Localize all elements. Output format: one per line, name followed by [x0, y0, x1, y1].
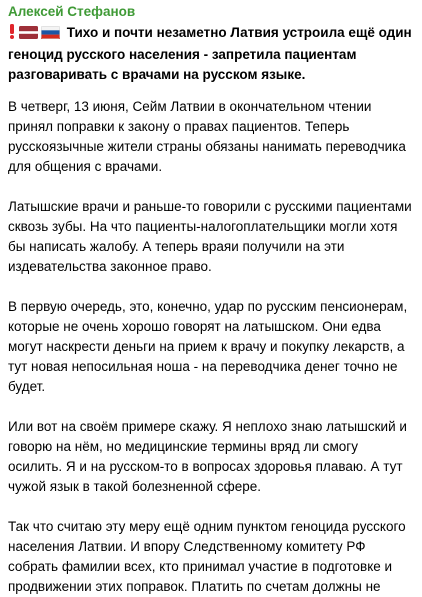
headline-text: Тихо и почти незаметно Латвия устроила ещё один геноцид русского населения - запретила пациентам разговаривать с врачами на русском языке.: [8, 25, 412, 82]
exclamation-icon: [8, 24, 16, 45]
paragraph-1: В четверг, 13 июня, Сейм Латвии в окончательном чтении принял поправки к закону о правах пациентов. Теперь русскоязычные жители страны обязаны нанимать переводчика для общения с врачами.: [8, 99, 406, 174]
paragraph-3: В первую очередь, это, конечно, удар по русским пенсионерам, которые не очень хорошо говорят на латышском. Они едва могут наскрести деньги на прием к врачу и покупку лекарств, а тут новая непосильная ноша - на переводчика денег точно не будет.: [8, 299, 408, 394]
russia-flag-icon: [41, 25, 60, 45]
paragraph-4: Или вот на своём примере скажу. Я неплохо знаю латышский и говорю на нём, но медицинские термины вряд ли смогу осилить. Я и на русском-то в вопросах здоровья плаваю. А тут чужой язык в такой болезненной сфере.: [8, 419, 407, 494]
latvia-flag-icon: [19, 25, 38, 45]
paragraph-5: Так что считаю эту меру ещё одним пунктом геноцида русского населения Латвии. И впору Следственному комитету РФ собрать фамилии всех, кто принимал участие в подготовке и продвижении этих поправок. Платить по счетам должны не: [8, 519, 406, 594]
message-headline: [8, 23, 414, 85]
paragraph-2: Латышские врачи и раньше-то говорили с русскими пациентами сквозь зубы. На что пациенты-налогоплательщики могли хотя бы написать жалобу. А теперь враяи получили на эти издевательства законное право.: [8, 199, 412, 274]
author-name[interactable]: Алексей Стефанов: [8, 4, 136, 19]
